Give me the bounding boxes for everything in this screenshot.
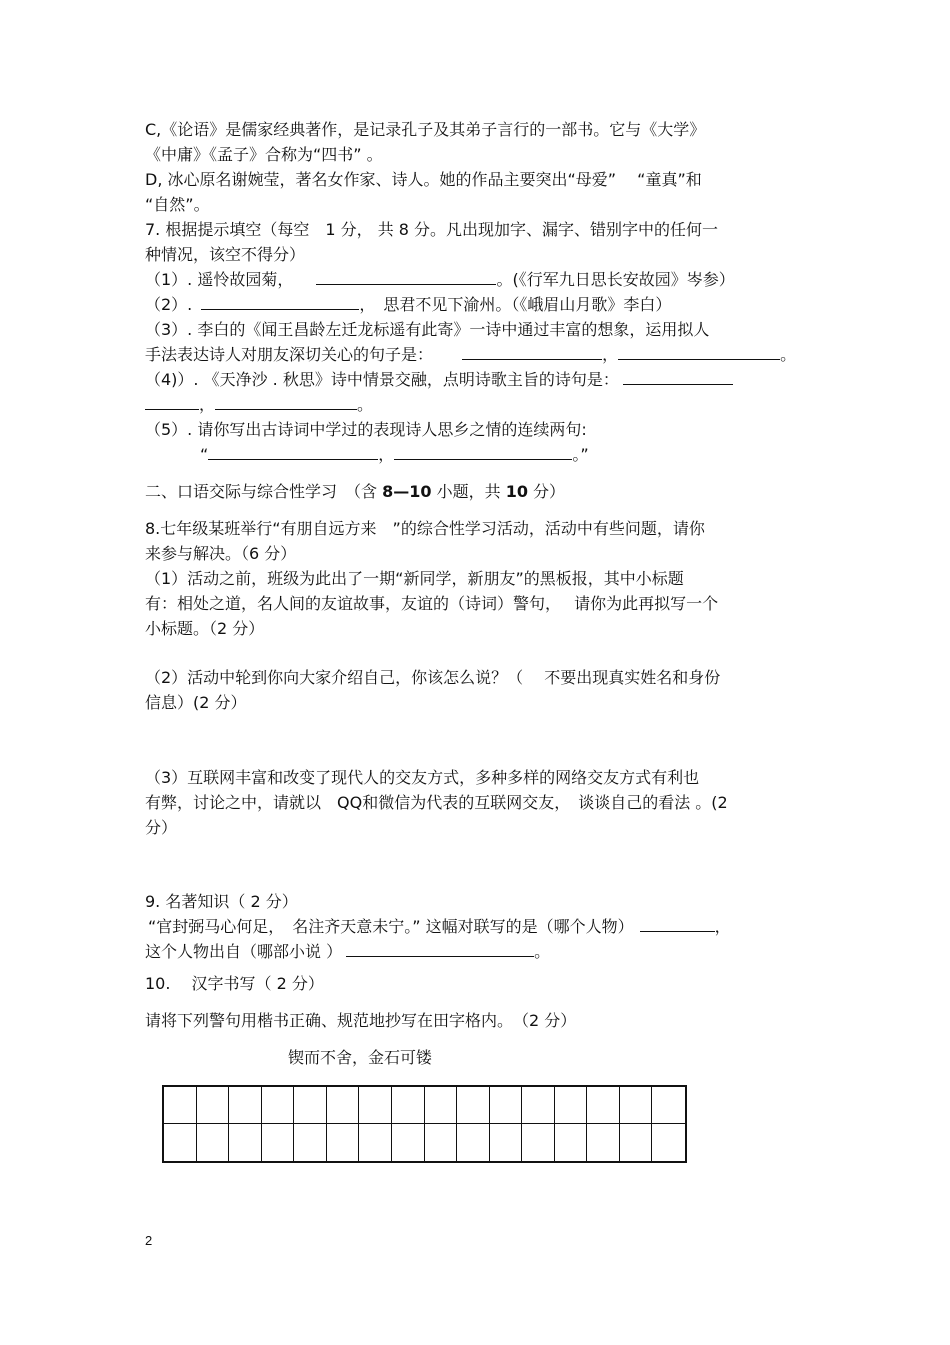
- q10-instruction: 请将下列警句用楷书正确、规范地抄写在田字格内。 （2 分）: [145, 1011, 577, 1030]
- q10-sentence: 锲而不舍，金石可镂: [288, 1048, 433, 1067]
- grid-cell[interactable]: [359, 1087, 392, 1124]
- q9-character-blank[interactable]: [640, 917, 715, 932]
- q7-item5-line1: （5）. 请你写出古诗词中学过的表现诗人思乡之情的连续两句:: [145, 420, 587, 439]
- q9-novel-blank[interactable]: [346, 942, 534, 957]
- q7-item3-period: 。: [780, 345, 797, 364]
- grid-cell[interactable]: [229, 1087, 262, 1124]
- grid-cell[interactable]: [392, 1124, 425, 1161]
- grid-cell[interactable]: [262, 1087, 295, 1124]
- grid-cell[interactable]: [164, 1087, 197, 1124]
- q7-intro-line1: 7. 根据提示填空（每空 1 分， 共 8 分。凡出现加字、漏字、错别字中的任何一: [145, 220, 719, 239]
- q7-item4-blank-2[interactable]: [215, 395, 357, 410]
- grid-cell[interactable]: [262, 1124, 295, 1161]
- q7-item5-close-quote: 。”: [572, 445, 589, 464]
- q7-item4-line2: [145, 395, 373, 415]
- q7-item1-prompt: （1）. 遥怜故园菊，: [145, 270, 294, 289]
- section2-title-range: 8—10: [382, 482, 432, 501]
- q7-item4-comma: ，: [199, 395, 216, 414]
- grid-cell[interactable]: [359, 1124, 392, 1161]
- q9-comma: ，: [714, 917, 731, 936]
- q7-item2: [145, 295, 671, 315]
- q9-novel-prompt: 这个人物出自（哪部小说 ）: [145, 942, 343, 961]
- q7-item5-comma: ，: [378, 445, 395, 464]
- section2-title-pre: 二、口语交际与综合性学习 （含: [145, 482, 383, 501]
- grid-cell[interactable]: [294, 1124, 327, 1161]
- section2-title-mid: 小题，共: [431, 482, 506, 501]
- q7-item5-line2: [200, 445, 589, 465]
- q8-part1-line1: （1）活动之前，班级为此出了一期“新同学，新朋友”的黑板报，其中小标题: [145, 569, 684, 588]
- option-d-line2: “自然”。: [145, 195, 210, 214]
- q7-item2-label: （2）.: [145, 295, 193, 314]
- option-c-line1: C,《论语》是儒家经典著作，是记录孔子及其弟子言行的一部书。它与《大学》: [145, 120, 706, 139]
- q8-part1-line3: 小标题。（2 分）: [145, 619, 265, 638]
- grid-cell[interactable]: [522, 1087, 555, 1124]
- option-d-line1: D, 冰心原名谢婉莹，著名女作家、诗人。她的作品主要突出“母爱” “童真”和: [145, 170, 702, 189]
- grid-cell[interactable]: [425, 1087, 458, 1124]
- q8-intro-line2: 来参与解决。（6 分）: [145, 544, 297, 563]
- q7-item3-prompt: 手法表达诗人对朋友深切关心的句子是：: [145, 345, 434, 364]
- section2-title-points: 10: [505, 482, 528, 501]
- q7-item5-open-quote: “: [200, 445, 209, 464]
- q9-line2: [145, 942, 550, 962]
- grid-cell[interactable]: [555, 1087, 588, 1124]
- q7-item3-blank-1[interactable]: [462, 345, 602, 360]
- q7-item1: [145, 270, 735, 290]
- q8-part3-line2: 有弊，讨论之中，请就以 QQ和微信为代表的互联网交友， 谈谈自己的看法 。(2: [145, 793, 728, 812]
- grid-cell[interactable]: [620, 1124, 653, 1161]
- grid-cell[interactable]: [457, 1124, 490, 1161]
- grid-cell[interactable]: [555, 1124, 588, 1161]
- q7-item4-period: 。: [357, 395, 374, 414]
- q7-item1-blank[interactable]: [316, 270, 496, 285]
- grid-cell[interactable]: [490, 1087, 523, 1124]
- grid-cell[interactable]: [392, 1087, 425, 1124]
- grid-cell[interactable]: [652, 1124, 685, 1161]
- grid-cell[interactable]: [327, 1124, 360, 1161]
- q8-intro-line1: 8.七年级某班举行“有朋自远方来 ”的综合性学习活动，活动中有些问题，请你: [145, 519, 705, 538]
- q7-item5-blank-1[interactable]: [208, 445, 378, 460]
- q9-period: 。: [534, 942, 551, 961]
- q7-item4-prompt: （4)）. 《天净沙 . 秋思》诗中情景交融，点明诗歌主旨的诗句是：: [145, 370, 619, 389]
- section2-heading: [145, 482, 565, 502]
- q8-part1-line2: 有：相处之道，名人间的友谊故事，友谊的（诗词）警句， 请你为此再拟写一个: [145, 594, 719, 613]
- grid-cell[interactable]: [197, 1087, 230, 1124]
- q9-line1: [148, 917, 731, 937]
- grid-cell[interactable]: [164, 1124, 197, 1161]
- grid-cell[interactable]: [425, 1124, 458, 1161]
- q7-item2-source: ， 思君不见下渝州。（《峨眉山月歌》李白）: [359, 295, 672, 314]
- q7-item4-blank-1a[interactable]: [623, 370, 733, 385]
- q7-item3-line2: [145, 345, 796, 365]
- grid-cell[interactable]: [652, 1087, 685, 1124]
- q9-title: 9. 名著知识（ 2 分）: [145, 892, 298, 911]
- q7-item4-blank-1b[interactable]: [145, 395, 199, 410]
- q8-part3-line3: 分）: [145, 818, 178, 837]
- q9-couplet-prompt: “官封弼马心何足， 名注齐天意未宁。” 这幅对联写的是（哪个人物）: [148, 917, 634, 936]
- q7-item5-blank-2[interactable]: [394, 445, 572, 460]
- grid-cell[interactable]: [620, 1087, 653, 1124]
- section2-title-post: 分）: [527, 482, 566, 501]
- q8-part2-line1: （2）活动中轮到你向大家介绍自己，你该怎么说？（ 不要出现真实姓名和身份: [145, 668, 721, 687]
- q8-part2-line2: 信息）(2 分）: [145, 693, 247, 712]
- writing-grid[interactable]: [162, 1085, 687, 1163]
- grid-cell[interactable]: [490, 1124, 523, 1161]
- q8-part3-line1: （3）互联网丰富和改变了现代人的交友方式，多种多样的网络交友方式有利也: [145, 768, 700, 787]
- grid-cell[interactable]: [197, 1124, 230, 1161]
- grid-cell[interactable]: [294, 1087, 327, 1124]
- q7-item3-line1: （3）. 李白的《闻王昌龄左迁龙标遥有此寄》一诗中通过丰富的想象，运用拟人: [145, 320, 710, 339]
- option-c-line2: 《中庸》《孟子》合称为“四书” 。: [145, 145, 383, 164]
- grid-cell[interactable]: [327, 1087, 360, 1124]
- q7-item2-blank[interactable]: [201, 295, 359, 310]
- q7-item3-comma: ，: [602, 345, 619, 364]
- grid-cell[interactable]: [522, 1124, 555, 1161]
- grid-cell[interactable]: [457, 1087, 490, 1124]
- q7-item4-line1: [145, 370, 733, 390]
- grid-cell[interactable]: [587, 1087, 620, 1124]
- grid-cell[interactable]: [587, 1124, 620, 1161]
- q7-intro-line2: 种情况，该空不得分）: [145, 245, 306, 264]
- q7-item3-blank-2[interactable]: [618, 345, 780, 360]
- q7-item1-source: 。(《行军九日思长安故园》岑参）: [496, 270, 735, 289]
- page-number: 2: [145, 1233, 153, 1248]
- q10-title: 10. 汉字书写（ 2 分）: [145, 974, 324, 993]
- grid-cell[interactable]: [229, 1124, 262, 1161]
